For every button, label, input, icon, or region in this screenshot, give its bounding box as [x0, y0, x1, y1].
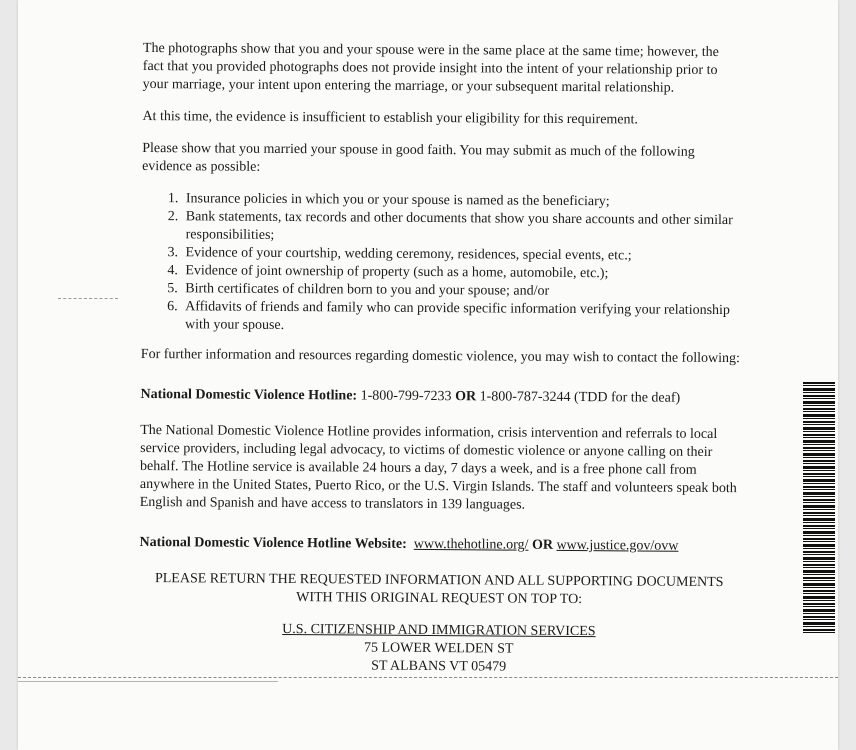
list-item-text: Evidence of your courtship, wedding ceremony, residences, special events, etc.; [185, 245, 632, 264]
website-line [139, 534, 739, 556]
website-label: National Domestic Violence Hotline Website: [139, 534, 407, 552]
insufficient-paragraph: At this time, the evidence is insufficient to establish your eligibility for this requirement. [142, 108, 638, 128]
intro-paragraph: The photographs show that you and your spouse were in the same place at the same time; however, the fact that you provided photographs does not provide insight into the intent of your relationship prior to your marriage, your intent upon entering the marriage, or your subsequent marital relationship. [142, 40, 719, 96]
return-instructions-line2: WITH THIS ORIGINAL REQUEST ON TOP TO: [296, 590, 583, 608]
website-or: OR [531, 537, 554, 553]
list-item-number: 1. [167, 191, 179, 207]
resources-paragraph: For further information and resources regarding domestic violence, you may wish to contact the following: [140, 346, 740, 367]
list-item-number: 5. [167, 281, 178, 297]
address-city: ST ALBANS VT 05479 [371, 658, 507, 675]
mailing-address [139, 620, 739, 678]
hotline-line [140, 386, 740, 408]
website-link-thehotline[interactable]: www.thehotline.org/ [413, 536, 529, 553]
list-item-number: 2. [167, 209, 179, 225]
address-agency: U.S. CITIZENSHIP AND IMMIGRATION SERVICES [282, 621, 596, 640]
list-item [167, 298, 741, 338]
list-item-number: 6. [167, 299, 178, 315]
list-item-number: 3. [167, 245, 179, 261]
document-body [139, 40, 743, 678]
request-paragraph: Please show that you married your spouse in good faith. You may submit as much of the following evidence as possible: [142, 140, 695, 175]
address-street: 75 LOWER WELDEN ST [363, 640, 514, 657]
scanned-page [18, 0, 838, 750]
list-item-text: Evidence of joint ownership of property (such as a home, automobile, etc.); [185, 263, 609, 282]
fold-line-secondary [18, 681, 278, 682]
hotline-number-primary[interactable]: 1-800-799-7233 [360, 388, 452, 405]
list-item-text: Insurance policies in which you or your spouse is named as the beneficiary; [185, 191, 610, 210]
list-item-number: 4. [167, 263, 178, 279]
hotline-number-tdd[interactable]: 1-800-787-3244 (TDD for the deaf) [479, 389, 681, 406]
list-item-text: Birth certificates of children born to you and your spouse; and/or [185, 281, 550, 299]
scan-artifact-line [58, 298, 118, 299]
list-item [167, 208, 742, 248]
hotline-or: OR [455, 389, 477, 405]
evidence-list [141, 190, 742, 338]
return-instructions [139, 570, 739, 610]
hotline-label: National Domestic Violence Hotline: [140, 386, 358, 404]
hotline-paragraph: The National Domestic Violence Hotline provides information, crisis intervention and referrals to local service providers, including legal advocacy, to victims of domestic violence or anyone calling on their behalf. The Hotline service is available 24 hours a day, 7 days a week, and is a free phone call from anywhere in the United States, Puerto Rico, or the U.S. Virgin Islands. The staff and volunteers speak both English and Spanish and have access to translators in 139 languages. [139, 422, 737, 513]
website-link-justice[interactable]: www.justice.gov/ovw [556, 537, 679, 554]
barcode [803, 382, 835, 634]
list-item-text: Bank statements, tax records and other documents that show you share accounts and other similar responsibilities; [185, 209, 733, 243]
list-item-text: Affidavits of friends and family who can provide specific information verifying your relationship with your spouse. [184, 299, 731, 333]
return-instructions-line1: PLEASE RETURN THE REQUESTED INFORMATION AND ALL SUPPORTING DOCUMENTS [154, 571, 724, 591]
